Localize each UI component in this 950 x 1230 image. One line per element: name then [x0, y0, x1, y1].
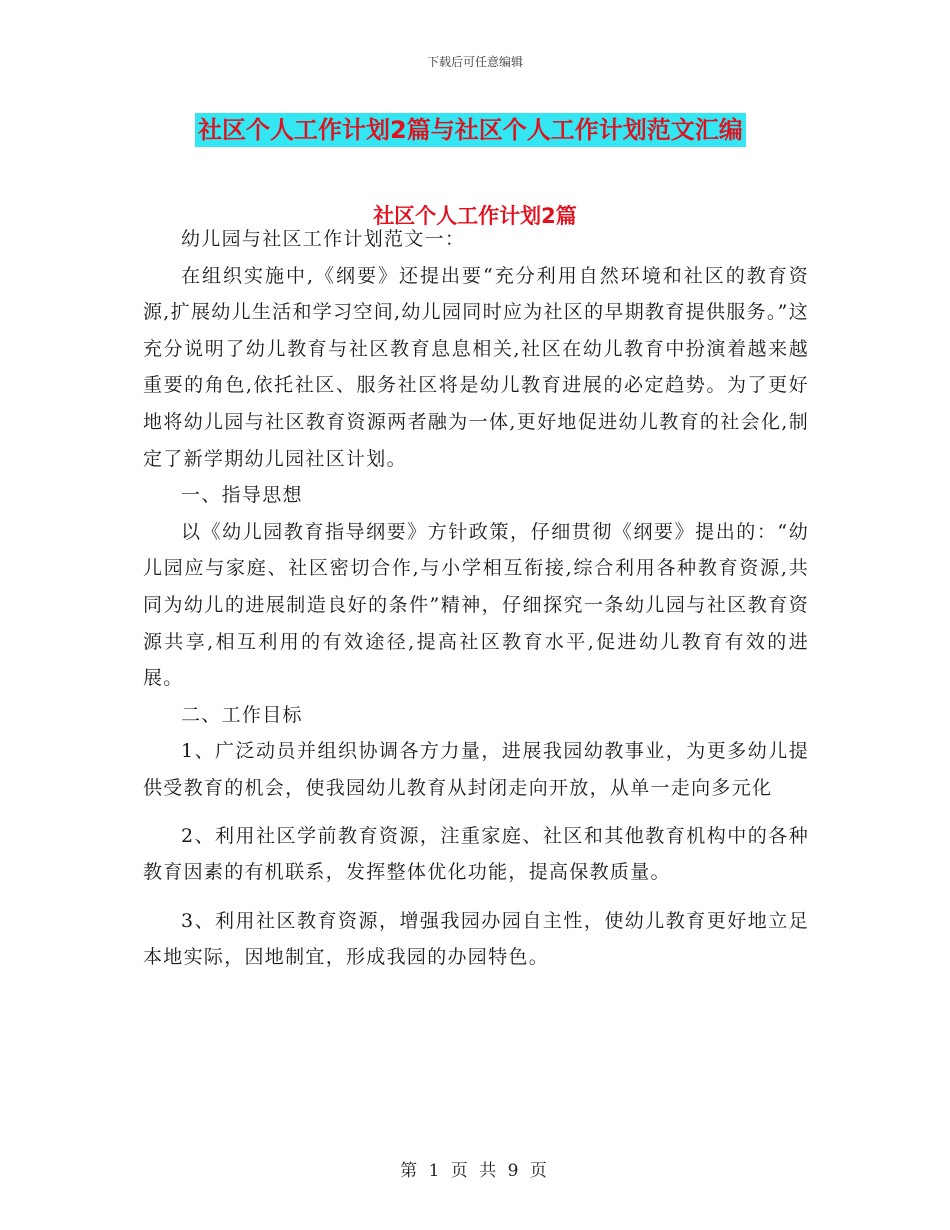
section-title: 社区个人工作计划2篇: [373, 204, 577, 228]
document-title: 社区个人工作计划2篇与社区个人工作计划范文汇编: [195, 113, 746, 147]
heading-work-goals: 二、工作目标: [181, 703, 303, 726]
paragraph-guiding-thought: 以《幼儿园教育指导纲要》方针政策，仔细贯彻《纲要》提出的：“幼儿园应与家庭、社区密切合作,与小学相互衔接,综合利用各种教育资源,共同为幼儿的进展制造良好的条件”精神，仔细探究一条幼儿园与社区教育资源共享,相互利用的有效途径,提高社区教育水平,促进幼儿教育有效的进展。: [143, 520, 809, 690]
heading-guiding-thought: 一、指导思想: [181, 484, 303, 507]
header-note: 下载后可任意编辑: [426, 55, 523, 69]
page-number: 第 1 页 共 9 页: [400, 1161, 550, 1181]
goal-item-1: 1、广泛动员并组织协调各方力量，进展我园幼教事业，为更多幼儿提供受教育的机会，使我园幼儿教育从封闭走向开放，从单一走向多元化: [143, 740, 809, 799]
goal-item-2: 2、利用社区学前教育资源，注重家庭、社区和其他教育机构中的各种教育因素的有机联系，发挥整体优化功能，提高保教质量。: [143, 824, 809, 884]
paragraph-intro: 幼儿园与社区工作计划范文一：: [181, 228, 466, 250]
goal-item-3: 3、利用社区教育资源，增强我园办园自主性，使幼儿教育更好地立足本地实际，因地制宜，形成我园的办园特色。: [143, 909, 809, 969]
paragraph-background: 在组织实施中,《纲要》还提出要“充分利用自然环境和社区的教育资源,扩展幼儿生活和学习空间,幼儿园同时应为社区的早期教育提供服务。”这充分说明了幼儿教育与社区教育息息相关,社区在幼儿教育中扮演着越来越重要的角色,依托社区、服务社区将是幼儿教育进展的必定趋势。为了更好地将幼儿园与社区教育资源两者融为一体,更好地促进幼儿教育的社会化,制定了新学期幼儿园社区计划。: [143, 264, 809, 470]
document-body: [143, 221, 809, 976]
